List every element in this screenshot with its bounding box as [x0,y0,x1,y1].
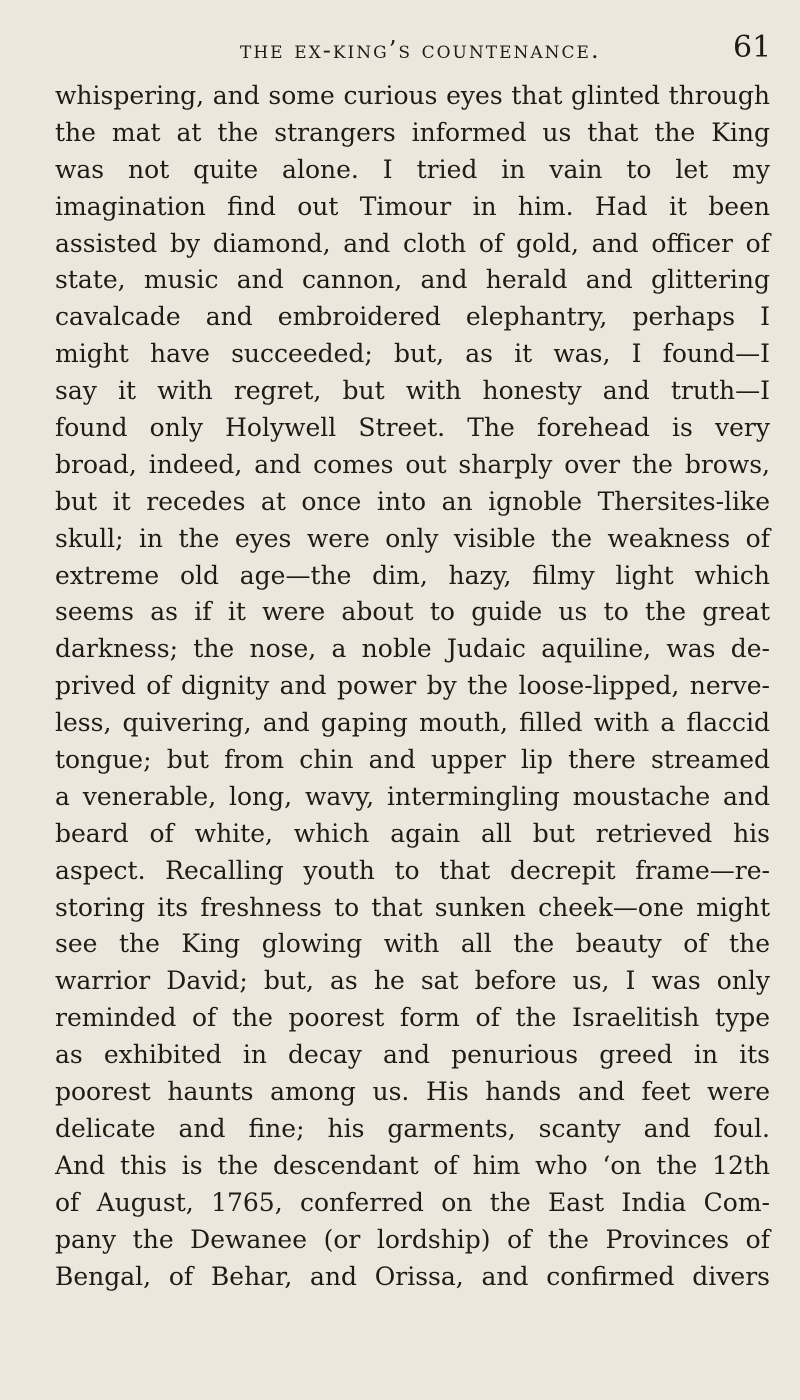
text-line: whispering, and some curious eyes that glinted through [55,81,770,110]
text-line: darkness; the nose, a noble Judaic aquiline, was de- [55,634,770,664]
text-line: storing its freshness to that sunken cheek—one might [55,892,770,922]
text-line: poorest haunts among us. His hands and feet were [55,1077,770,1107]
text-line: pany the Dewanee (or lordship) of the Provinces of [55,1224,770,1254]
text-line: warrior David; but, as he sat before us, I was only [55,966,770,996]
text-line: broad, indeed, and comes out sharply over the brows, [55,449,770,479]
text-line: the mat at the strangers informed us that the King [55,117,770,147]
text-line: a venerable, long, wavy, intermingling moustache and [55,781,770,811]
text-line: less, quivering, and gaping mouth, filled with a flaccid [55,708,770,738]
text-line: tongue; but from chin and upper lip there streamed [55,745,770,775]
text-line: And this is the descendant of him who ‘on the 12th [55,1150,770,1180]
text-line: reminded of the poorest form of the Israelitish type [55,1003,770,1033]
text-line: extreme old age—the dim, hazy, filmy light which [55,560,770,590]
text-line: state, music and cannon, and herald and glittering [55,265,770,295]
text-line: see the King glowing with all the beauty of the [55,929,770,959]
running-head [0,30,800,70]
text-line: might have succeeded; but, as it was, I found—I [55,339,770,369]
text-line: assisted by diamond, and cloth of gold, and officer of [55,228,770,258]
text-line: delicate and fine; his garments, scanty and foul. [55,1113,770,1143]
text-line: skull; in the eyes were only visible the weakness of [55,523,770,553]
text-line: as exhibited in decay and penurious greed in its [55,1040,770,1070]
text-line: imagination find out Timour in him. Had it been [55,191,770,221]
text-line: aspect. Recalling youth to that decrepit frame—re- [55,855,770,885]
running-title: the ex-king’s countenance. [240,36,601,64]
text-line: of August, 1765, conferred on the East India Com- [55,1187,770,1217]
body-text [55,78,770,1295]
text-line: prived of dignity and power by the loose-lipped, nerve- [55,671,770,701]
text-line: found only Holywell Street. The forehead is very [55,413,770,443]
page-number: 61 [733,30,772,65]
text-line: cavalcade and embroidered elephantry, perhaps I [55,302,770,332]
text-line: say it with regret, but with honesty and truth—I [55,376,770,406]
text-line: seems as if it were about to guide us to the great [55,597,770,627]
text-line: beard of white, which again all but retrieved his [55,818,770,848]
text-line: was not quite alone. I tried in vain to let my [55,154,770,184]
text-line: but it recedes at once into an ignoble Thersites-like [55,486,770,516]
text-line: Bengal, of Behar, and Orissa, and confirmed divers [55,1261,770,1291]
